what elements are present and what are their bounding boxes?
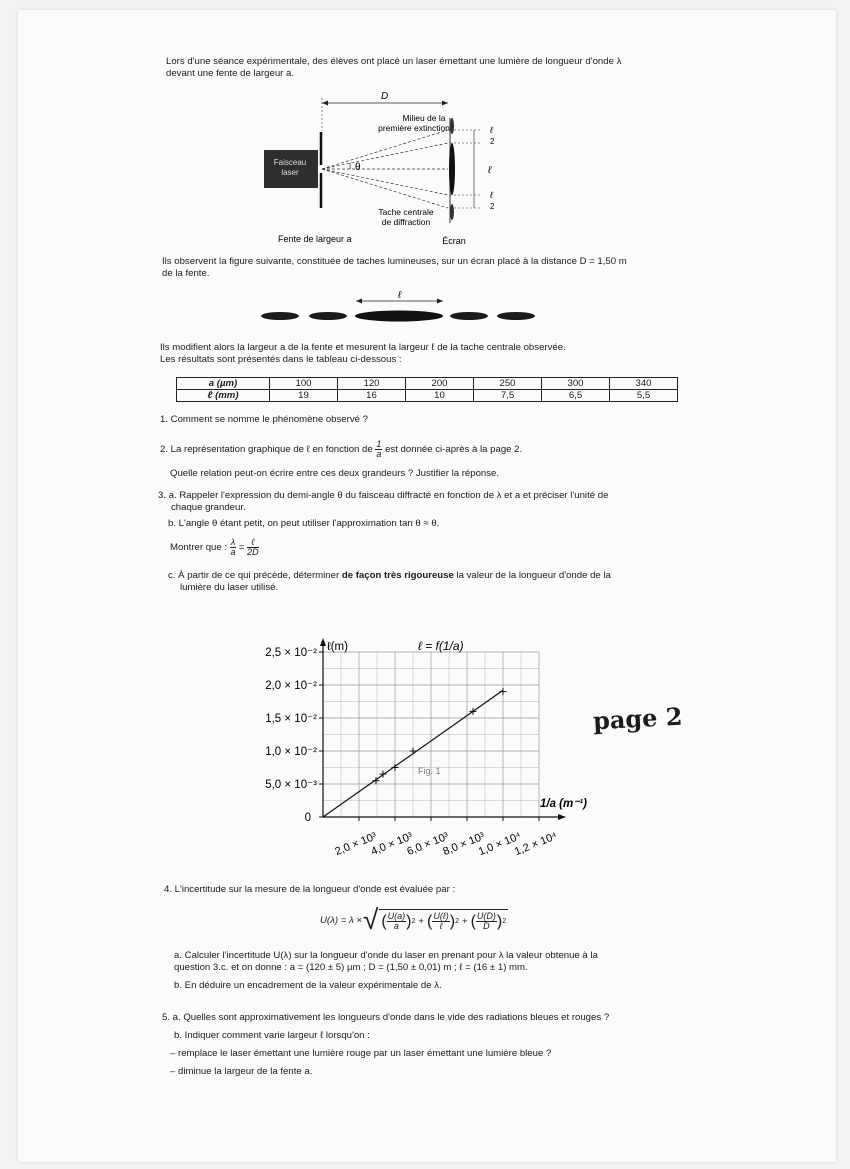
table-cell: 16 [338,390,406,402]
question-5a: 5. a. Quelles sont approximativement les longueurs d'onde dans le vide des radiations bleues et rouges ? [162,1012,610,1023]
y-tick-label: 5,0 × 10⁻³ [265,779,317,791]
central-spot-label-1: Tache centrale [378,207,434,217]
x-tick-label: 1,0 × 10⁴ [476,830,523,859]
question-5b: b. Indiquer comment varie largeur ℓ lorsqu'on : [174,1030,370,1041]
table-cell: 300 [542,378,610,390]
q2-post: est donnée ci-après à la page 2. [385,444,523,456]
uncertainty-formula [320,906,508,934]
first-extinction-label-2: première extinction [378,123,450,133]
term-d-den: D [483,921,490,931]
x-axis-title: 1/a (m⁻¹) [540,798,587,810]
y-tick-label: 0 [304,812,311,824]
side-spot-right-1 [450,312,488,320]
setup-diagram [238,88,538,250]
observation-line-2: de la fente. [162,268,210,279]
central-spot-pattern [355,311,443,322]
l-num: ℓ [247,538,259,548]
screen-label: Écran [442,236,466,246]
x-axis-arrow [558,814,566,820]
q3a-line-1: 3. a. Rappeler l'expression du demi-angle θ du faisceau diffracté en fonction de λ et a et préciser l'unité de [158,490,609,501]
lambda-over-a [230,538,236,557]
half-l-num-bottom: ℓ [490,190,493,200]
x-tick-label: 6,0 × 10³ [405,830,451,858]
table-cell: 340 [610,378,678,390]
laser-label-2: laser [281,168,299,177]
table-row-l [177,390,678,402]
q4a-line-2: question 3.c. et on donne : a = (120 ± 5) µm ; D = (1,50 ± 0,01) m ; ℓ = (16 ± 1) mm. [174,962,528,973]
graph-l-vs-inv-a [218,632,618,872]
data-point [500,688,507,695]
question-3b: b. L'angle θ étant petit, on peut utiliser l'approximation tan θ ≈ θ. [168,518,440,529]
question-3c [168,570,808,594]
table-cell: 10 [406,390,474,402]
diffraction-pattern [258,288,548,328]
data-point [410,748,417,755]
modification-line-2: Les résultats sont présentés dans le tableau ci-dessous : [160,354,402,365]
term-d-num: U(D) [476,911,496,921]
twod-den: 2D [247,547,259,557]
q3-show-that [170,538,259,557]
x-tick-label: 2,0 × 10³ [333,830,379,858]
modification-line-1: Ils modifient alors la largeur a de la fente et mesurent la largeur ℓ de la tache centrale observée. [160,342,566,353]
side-spot-left-2 [261,312,299,320]
laser-label-1: Faisceau [273,158,307,167]
handwritten-page-note: page 2 [592,701,684,736]
question-4a [174,950,814,974]
paren-close-icon: ) [449,912,456,930]
q2-frac-num: 1 [376,439,382,449]
row-l-header: ℓ (mm) [177,390,270,402]
question-2 [160,440,800,459]
paren-close-icon: ) [496,912,503,930]
formula-lhs: U(λ) = λ × [320,914,362,926]
q2-fraction [375,440,382,459]
term-a-num: U(a) [387,911,406,921]
q3c-pre: c. À partir de ce qui précède, déterminer [168,570,340,581]
question-4: 4. L'incertitude sur la mesure de la longueur d'onde est évaluée par : [164,884,456,895]
q2-pre: 2. La représentation graphique de ℓ en fonction de [160,444,373,456]
theta-label: θ [355,162,361,173]
term-l-den: ℓ [439,921,443,931]
pattern-l-label: ℓ [398,290,402,301]
table-cell: 7,5 [474,390,542,402]
plus-2: + [461,916,468,927]
term-l-num: U(ℓ) [433,911,449,921]
l-over-2d [247,538,259,557]
slit-label: Fente de largeur a [278,234,352,244]
sqrt-body [379,909,508,931]
y-tick-label: 1,5 × 10⁻² [265,713,317,725]
first-extinction-label-1: Milieu de la [402,113,446,123]
term-d [476,912,497,931]
square-d: 2 [502,918,507,925]
term-a [387,912,407,931]
half-l-num-top: ℓ [490,125,493,135]
chart-title: ℓ = f(1/a) [418,639,464,653]
y-axis-title: ℓ(m) [327,641,348,653]
half-l-den-bottom: 2 [490,202,495,211]
q3c-line-2: lumière du laser utilisé. [180,582,279,593]
central-spot [449,143,455,195]
lambda-num: λ [230,537,236,547]
central-spot-label-2: de diffraction [381,217,431,227]
x-tick-label: 8,0 × 10³ [441,830,487,858]
q2-frac-den: a [376,449,382,459]
a-den: a [230,547,236,557]
modification-text [160,342,800,366]
half-l-den-top: 2 [490,137,495,146]
paren-open-icon: ( [427,912,433,930]
table-cell: 200 [406,378,474,390]
table-cell: 250 [474,378,542,390]
observation-text [162,256,802,280]
fig-label: Fig. 1 [418,766,441,777]
row-a-header: a (µm) [177,378,270,390]
observation-line-1: Ils observent la figure suivante, constituée de taches lumineuses, sur un écran placé à la distance D = 1,50 m [162,256,627,267]
y-axis-arrow [320,638,326,646]
question-1: 1. Comment se nomme le phénomène observé ? [160,414,368,425]
equals-sign: = [238,542,245,554]
intro-line-1: Lors d'une séance expérimentale, des élèves ont placé un laser émettant une lumière de longueur d'onde λ [166,56,622,67]
distance-d-label: D [381,91,389,102]
question-3a [158,490,808,514]
intro-text [166,56,786,80]
table-cell: 19 [270,390,338,402]
x-tick-label: 1,2 × 10⁴ [512,830,559,859]
plus-1: + [418,916,425,927]
question-5b-dash-2: – diminue la largeur de la fente a. [170,1066,313,1077]
results-table [176,377,678,402]
y-tick-label: 1,0 × 10⁻² [265,746,317,758]
chart-grid [323,652,539,817]
q3a-line-2: chaque grandeur. [171,502,246,513]
square-l: 2 [455,918,459,925]
y-tick-label: 2,5 × 10⁻² [265,647,317,659]
question-5b-dash-1: – remplace le laser émettant une lumière rouge par un laser émettant une lumière bleue ? [170,1048,552,1059]
document-page [18,10,836,1162]
table-cell: 100 [270,378,338,390]
paren-open-icon: ( [470,912,476,930]
table-cell: 120 [338,378,406,390]
term-l [432,912,449,931]
term-a-den: a [393,921,399,931]
table-row-a [177,378,678,390]
q3c-bold: de façon très rigoureuse [341,570,454,581]
show-that-label: Montrer que : [170,542,228,554]
table-cell: 6,5 [542,390,610,402]
question-4b: b. En déduire un encadrement de la valeur expérimentale de λ. [174,980,442,991]
paren-open-icon: ( [381,912,387,930]
chart-marks [323,688,507,817]
square-a: 2 [411,918,416,925]
intro-line-2: devant une fente de largeur a. [166,68,295,79]
side-spot-left-1 [309,312,347,320]
x-tick-label: 4,0 × 10³ [369,830,415,858]
y-tick-label: 2,0 × 10⁻² [265,680,317,692]
q3c-post: la valeur de la longueur d'onde de la [456,570,611,581]
sqrt-symbol: √ [362,904,379,935]
table-cell: 5,5 [610,390,678,402]
q4a-line-1: a. Calculer l'incertitude U(λ) sur la longueur d'onde du laser en prenant pour λ la valeur obtenue à la [174,950,598,961]
l-label: ℓ [488,165,492,176]
side-spot-right-2 [497,312,535,320]
q2-line-2: Quelle relation peut-on écrire entre ces deux grandeurs ? Justifier la réponse. [170,468,500,479]
paren-close-icon: ) [406,912,412,930]
